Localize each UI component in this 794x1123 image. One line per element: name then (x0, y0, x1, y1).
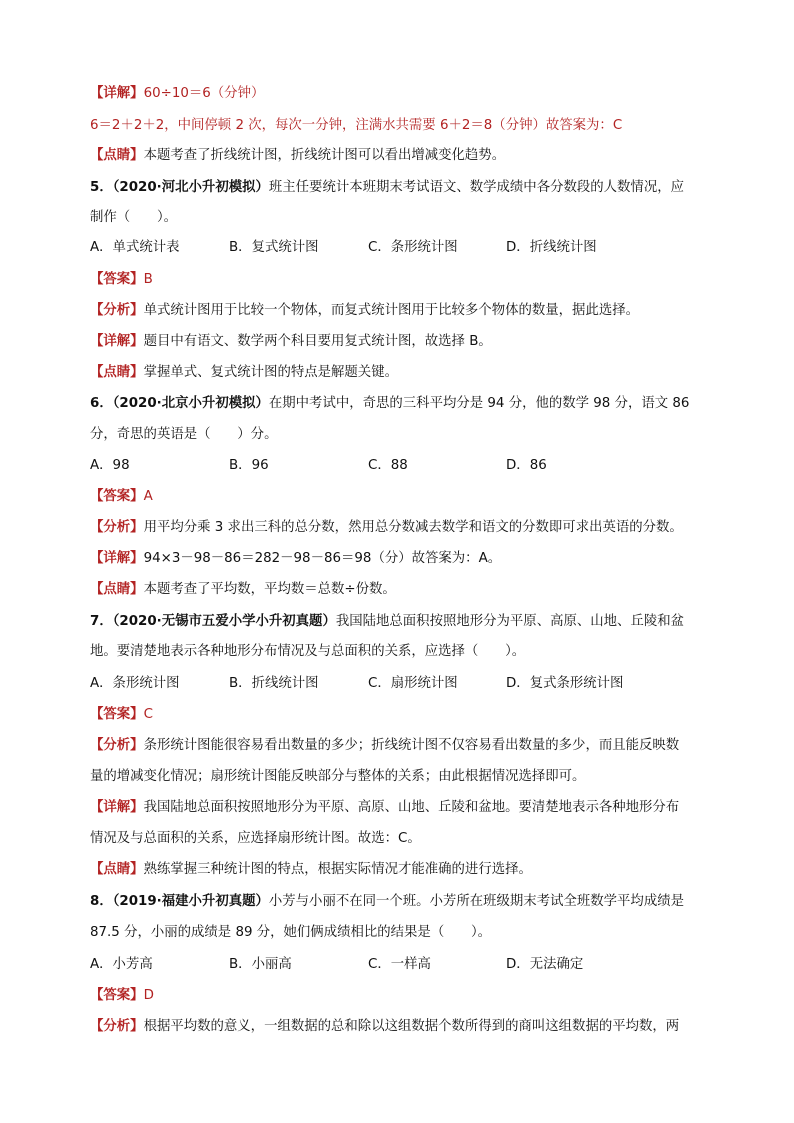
question-source: （2020·北京小升初模拟） (112, 396, 269, 411)
question-number: 6． (90, 396, 113, 411)
note-text: 掌握单式、复式统计图的特点是解题关键。 (143, 365, 398, 380)
analysis-tag: 【分析】 (90, 303, 144, 318)
answer-tag: 【答案】 (90, 489, 144, 504)
analysis-line (90, 518, 683, 538)
detail-text: 题目中有语文、数学两个科目要用复式统计图，故选择 B。 (143, 334, 492, 349)
question-6-line-2: 分，奇思的英语是（ ）分。 (90, 427, 278, 442)
detail-text: 60÷10＝6（分钟） (143, 86, 265, 101)
answer-tag: 【答案】 (90, 272, 144, 287)
option-c: C．一样高 (368, 957, 431, 972)
question-source: （2020·河北小升初模拟） (112, 180, 269, 195)
note-text: 本题考查了折线统计图，折线统计图可以看出增减变化趋势。 (143, 148, 506, 163)
option-d: D．86 (506, 458, 547, 473)
answer-line (90, 270, 153, 290)
answer-value: A (143, 489, 153, 504)
analysis-tag: 【分析】 (90, 738, 144, 753)
detail-continuation: 情况及与总面积的关系，应选择扇形统计图。故选：C。 (90, 831, 421, 846)
question-text: 班主任要统计本班期末考试语文、数学成绩中各分数段的人数情况，应 (268, 180, 684, 195)
analysis-tag: 【分析】 (90, 520, 144, 535)
note-text: 本题考查了平均数，平均数＝总数÷份数。 (143, 582, 396, 597)
answer-value: C (143, 707, 153, 722)
analysis-text: 单式统计图用于比较一个物体，而复式统计图用于比较多个物体的数量，据此选择。 (143, 303, 640, 318)
question-number: 5． (90, 180, 113, 195)
option-c: C．条形统计图 (368, 240, 458, 255)
analysis-line (90, 736, 679, 756)
option-a: A．98 (90, 458, 130, 473)
analysis-text: 条形统计图能很容易看出数量的多少；折线统计图不仅容易看出数量的多少，而且能反映数 (143, 738, 680, 753)
note-line (90, 146, 505, 166)
option-d: D．折线统计图 (506, 240, 597, 255)
answer-value: D (143, 988, 154, 1003)
option-b: B．复式统计图 (229, 240, 319, 255)
question-text: 在期中考试中，奇思的三科平均分是 94 分，他的数学 98 分，语文 86 (268, 396, 690, 411)
question-6-line-1 (90, 394, 689, 414)
option-a: A．单式统计表 (90, 240, 180, 255)
detail-line (90, 549, 501, 569)
note-tag: 【点睛】 (90, 862, 144, 877)
detail-continuation: 6＝2＋2＋2，中间停顿 2 次，每次一分钟，注满水共需要 6＋2＝8（分钟）故答案为：C (90, 118, 623, 133)
detail-tag: 【详解】 (90, 334, 144, 349)
question-5-line-2: 制作（ ）。 (90, 210, 178, 225)
question-source: （2020·无锡市五爱小学小升初真题） (112, 614, 336, 629)
question-source: （2019·福建小升初真题） (112, 894, 269, 909)
detail-line (90, 332, 492, 352)
note-line (90, 860, 532, 880)
option-b: B．96 (229, 458, 269, 473)
detail-tag: 【详解】 (90, 551, 144, 566)
detail-text: 94×3－98－86＝282－98－86＝98（分）故答案为：A。 (143, 551, 502, 566)
question-7-line-1 (90, 612, 684, 632)
option-a: A．条形统计图 (90, 676, 180, 691)
option-c: C．88 (368, 458, 408, 473)
option-b: B．折线统计图 (229, 676, 319, 691)
question-8-line-1 (90, 892, 684, 912)
option-d: D．无法确定 (506, 957, 584, 972)
answer-line (90, 487, 153, 507)
detail-tag: 【详解】 (90, 86, 144, 101)
analysis-text: 用平均分乘 3 求出三科的总分数，然用总分数减去数学和语文的分数即可求出英语的分数。 (143, 520, 683, 535)
option-d: D．复式条形统计图 (506, 676, 624, 691)
question-7-line-2: 地。要清楚地表示各种地形分布情况及与总面积的关系，应选择（ ）。 (90, 644, 526, 659)
answer-value: B (143, 272, 153, 287)
option-a: A．小芳高 (90, 957, 153, 972)
analysis-tag: 【分析】 (90, 1019, 144, 1034)
note-text: 熟练掌握三种统计图的特点，根据实际情况才能准确的进行选择。 (143, 862, 532, 877)
note-line (90, 580, 396, 600)
question-5-line-1 (90, 178, 684, 198)
answer-tag: 【答案】 (90, 707, 144, 722)
question-8-line-2: 87.5 分，小丽的成绩是 89 分，她们俩成绩相比的结果是（ ）。 (90, 925, 492, 940)
note-tag: 【点睛】 (90, 365, 144, 380)
option-b: B．小丽高 (229, 957, 292, 972)
question-number: 8． (90, 894, 113, 909)
detail-line (90, 798, 679, 818)
analysis-continuation: 量的增减变化情况；扇形统计图能反映部分与整体的关系；由此根据情况选择即可。 (90, 769, 586, 784)
detail-text: 我国陆地总面积按照地形分为平原、高原、山地、丘陵和盆地。要清楚地表示各种地形分布 (143, 800, 680, 815)
option-c: C．扇形统计图 (368, 676, 458, 691)
answer-tag: 【答案】 (90, 988, 144, 1003)
question-text: 小芳与小丽不在同一个班。小芳所在班级期末考试全班数学平均成绩是 (268, 894, 684, 909)
analysis-line (90, 301, 639, 321)
detail-line (90, 84, 264, 104)
analysis-text: 根据平均数的意义，一组数据的总和除以这组数据个数所得到的商叫这组数据的平均数，两 (143, 1019, 680, 1034)
note-tag: 【点睛】 (90, 582, 144, 597)
detail-tag: 【详解】 (90, 800, 144, 815)
answer-line (90, 986, 154, 1006)
answer-line (90, 705, 153, 725)
question-number: 7． (90, 614, 113, 629)
note-tag: 【点睛】 (90, 148, 144, 163)
note-line (90, 363, 398, 383)
question-text: 我国陆地总面积按照地形分为平原、高原、山地、丘陵和盆 (335, 614, 684, 629)
analysis-line (90, 1017, 679, 1037)
